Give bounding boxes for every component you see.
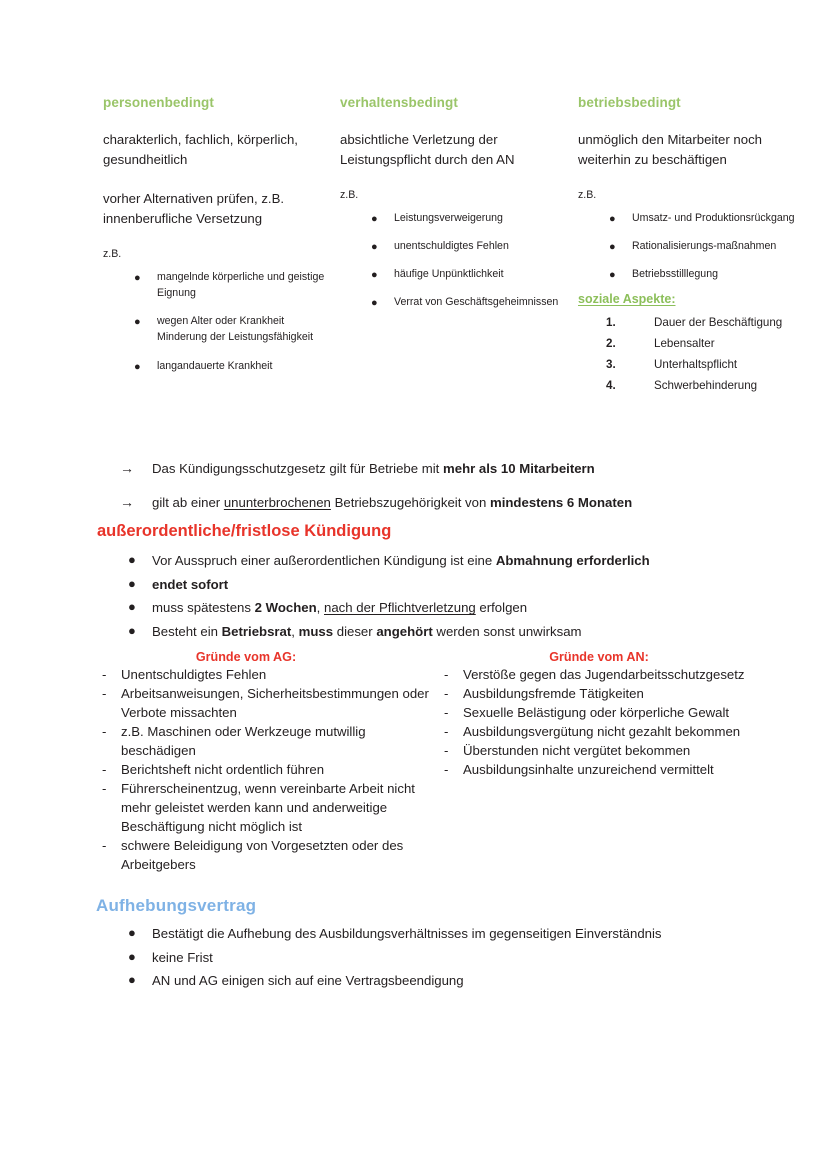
- list-item-label: Ausbildungsinhalte unzureichend vermittelt: [463, 762, 714, 777]
- list-item-number: 4.: [606, 379, 616, 393]
- list-item: [128, 972, 818, 991]
- list-item: [103, 358, 328, 374]
- dash-icon: -: [444, 686, 449, 701]
- list-item-label: Lebensalter: [654, 337, 715, 351]
- list-item: [103, 269, 328, 301]
- column-personenbedingt: [103, 95, 328, 386]
- example-label: z.B.: [578, 189, 597, 202]
- list-item-label: Überstunden nicht vergütet bekommen: [463, 743, 691, 758]
- example-label: z.B.: [103, 248, 122, 261]
- list-item: [578, 210, 803, 226]
- column-bullet-list: [578, 210, 803, 282]
- list-item-label: langandauerte Krankheit: [157, 359, 273, 372]
- list-item: [128, 576, 818, 595]
- dash-icon: -: [102, 686, 107, 701]
- list-item-bold: angehört: [376, 624, 433, 640]
- bullet-icon: ●: [371, 241, 378, 254]
- list-item-label: Sexuelle Belästigung oder körperliche Gewalt: [463, 705, 730, 720]
- list-item: [444, 703, 784, 722]
- dash-icon: -: [102, 838, 107, 853]
- gruende-ag-list: [102, 665, 432, 874]
- list-item-label: Führerscheinentzug, wenn vereinbarte Arbeit nicht mehr geleistet werden kann und anderweitige Beschäftigung nicht möglich ist: [121, 781, 415, 834]
- list-item: [128, 552, 818, 571]
- list-item-label: häufige Unpünktlichkeit: [394, 268, 504, 281]
- example-label: z.B.: [340, 189, 359, 202]
- column-paragraph: unmöglich den Mitarbeiter noch weiterhin zu beschäftigen: [578, 132, 762, 167]
- gruende-an-title: Gründe vom AN:: [549, 650, 649, 664]
- note-text-bold: mehr als 10 Mitarbeitern: [443, 461, 595, 476]
- list-item-label: Ausbildungsvergütung nicht gezahlt bekommen: [463, 724, 741, 739]
- list-item: [340, 266, 560, 282]
- list-item-bold: Abmahnung erforderlich: [495, 553, 650, 568]
- list-item-plain: ,: [316, 600, 324, 616]
- bullet-icon: ●: [128, 575, 136, 591]
- column-betriebsbedingt: [578, 95, 803, 398]
- gruende-column-ag: [102, 650, 432, 874]
- dash-icon: -: [444, 667, 449, 682]
- list-item: [128, 925, 818, 944]
- list-item: [444, 684, 784, 703]
- bullet-icon: ●: [371, 213, 378, 226]
- arrow-right-icon: →: [120, 494, 134, 511]
- list-item-plain: Vor Ausspruch einer außerordentlichen Kündigung ist eine: [152, 553, 496, 568]
- list-item-label: Schwerbehinderung: [654, 379, 758, 393]
- list-item-number: 1.: [606, 316, 616, 330]
- list-item-label: Leistungsverweigerung: [394, 212, 503, 225]
- dash-icon: -: [102, 781, 107, 796]
- bullet-icon: ●: [128, 972, 136, 988]
- list-item: [444, 722, 784, 741]
- dash-icon: -: [102, 667, 107, 682]
- list-item-label: Berichtsheft nicht ordentlich führen: [121, 762, 325, 777]
- list-item-label: Verrat von Geschäftsgeheimnissen: [394, 296, 559, 309]
- list-item-label: wegen Alter oder Krankheit Minderung der Leistungsfähigkeit: [157, 315, 314, 344]
- column-heading: verhaltensbedingt: [340, 95, 458, 110]
- aufhebungsvertrag-bullet-list: [128, 925, 818, 996]
- list-item: [102, 836, 432, 874]
- note-text-plain: Betriebszugehörigkeit von: [330, 495, 490, 511]
- list-item: [578, 238, 803, 254]
- list-item-number: 3.: [606, 358, 616, 372]
- list-item: [340, 294, 560, 310]
- column-bullet-list: [103, 269, 328, 373]
- dash-icon: -: [102, 762, 107, 777]
- arrow-notes: [120, 460, 810, 529]
- gruende-ag-title: Gründe vom AG:: [195, 650, 297, 664]
- list-item-label: z.B. Maschinen oder Werkzeuge mutwillig beschädigen: [121, 724, 366, 758]
- note-text-bold: mindestens 6 Monaten: [489, 495, 633, 511]
- bullet-icon: ●: [371, 297, 378, 310]
- bullet-icon: ●: [128, 552, 136, 567]
- list-item-label: Umsatz- und Produktionsrückgang: [632, 212, 795, 225]
- bullet-icon: ●: [128, 599, 136, 615]
- column-heading: betriebsbedingt: [578, 95, 681, 110]
- bullet-icon: ●: [134, 316, 141, 329]
- list-item: [444, 741, 784, 760]
- list-item-label: Unterhaltspflicht: [654, 358, 738, 372]
- bullet-icon: ●: [609, 241, 616, 254]
- list-item-label: Dauer der Beschäftigung: [654, 316, 783, 330]
- list-item-bold: muss: [298, 624, 334, 640]
- bullet-icon: ●: [134, 360, 141, 373]
- list-item-plain: ,: [291, 624, 299, 640]
- bullet-icon: ●: [128, 623, 136, 639]
- bullet-icon: ●: [128, 948, 136, 964]
- list-item: [578, 266, 803, 282]
- column-paragraph: vorher Alternativen prüfen, z.B. innenberufliche Versetzung: [103, 191, 285, 226]
- bullet-icon: ●: [128, 925, 136, 940]
- bullet-icon: ●: [609, 213, 616, 226]
- list-item: [340, 238, 560, 254]
- list-item-label: mangelnde körperliche und geistige Eignung: [157, 271, 325, 300]
- list-item-label: AN und AG einigen sich auf eine Vertragsbeendigung: [152, 973, 464, 989]
- column-bullet-list: [340, 210, 560, 310]
- list-item-label: Betriebsstilllegung: [632, 268, 718, 281]
- list-item-bold: Betriebsrat: [221, 624, 292, 640]
- list-item-label: Bestätigt die Aufhebung des Ausbildungsverhältnisses im gegenseitigen Einverständnis: [152, 926, 662, 941]
- gruende-column-an: [444, 650, 784, 779]
- social-aspects-heading: soziale Aspekte:: [578, 292, 676, 307]
- arrow-right-icon: →: [120, 460, 134, 476]
- ausserordentliche-bullet-list: [128, 552, 818, 647]
- list-item: [444, 760, 784, 779]
- bullet-icon: ●: [134, 272, 141, 285]
- list-item: [578, 335, 803, 353]
- list-item: [128, 623, 818, 642]
- list-item: [102, 684, 432, 722]
- dash-icon: -: [444, 705, 449, 720]
- list-item-bold: 2 Wochen: [254, 600, 317, 616]
- social-aspects-list: [578, 314, 803, 395]
- dash-icon: -: [444, 743, 449, 758]
- list-item: [102, 665, 432, 684]
- list-item: [578, 314, 803, 332]
- gruende-an-list: [444, 665, 784, 779]
- note-text-plain: gilt ab einer: [152, 495, 224, 511]
- list-item-label: schwere Beleidigung von Vorgesetzten oder des Arbeitgebers: [121, 838, 404, 872]
- column-paragraph: absichtliche Verletzung der Leistungspflicht durch den AN: [340, 132, 515, 167]
- dash-icon: -: [444, 762, 449, 777]
- list-item: [128, 949, 818, 968]
- list-item-label: Rationalisierungs-maßnahmen: [632, 240, 777, 253]
- list-item-plain: Besteht ein: [152, 624, 222, 640]
- list-item: [578, 356, 803, 374]
- list-item: [444, 665, 784, 684]
- list-item-plain: werden sonst unwirksam: [432, 624, 582, 640]
- list-item: [128, 599, 818, 618]
- bullet-icon: ●: [371, 269, 378, 282]
- arrow-note: [120, 460, 810, 478]
- list-item: [340, 210, 560, 226]
- section-heading-aufhebungsvertrag: Aufhebungsvertrag: [96, 896, 257, 915]
- list-item-label: keine Frist: [152, 949, 213, 965]
- list-item: [103, 313, 328, 345]
- dash-icon: -: [444, 724, 449, 739]
- list-item: [102, 760, 432, 779]
- list-item-bold: endet sofort: [152, 576, 229, 592]
- list-item-label: unentschuldigtes Fehlen: [394, 240, 509, 253]
- section-heading-ausserordentliche-kuendigung: außerordentliche/fristlose Kündigung: [97, 522, 392, 540]
- dash-icon: -: [102, 724, 107, 739]
- note-text-plain: Das Kündigungsschutzgesetz gilt für Betriebe mit: [152, 461, 444, 476]
- list-item-plain: muss spätestens: [152, 600, 255, 616]
- bullet-icon: ●: [609, 269, 616, 282]
- column-paragraph: charakterlich, fachlich, körperlich, gesundheitlich: [103, 132, 298, 167]
- arrow-note: [120, 494, 810, 512]
- list-item: [102, 779, 432, 836]
- list-item-label: Ausbildungsfremde Tätigkeiten: [463, 686, 644, 701]
- list-item-number: 2.: [606, 337, 616, 351]
- list-item-label: Unentschuldigtes Fehlen: [121, 667, 267, 682]
- list-item-underline: nach der Pflichtverletzung: [324, 600, 476, 616]
- note-text-underline: ununterbrochenen: [223, 495, 331, 511]
- column-verhaltensbedingt: [340, 95, 560, 322]
- list-item-label: Arbeitsanweisungen, Sicherheitsbestimmungen oder Verbote missachten: [121, 686, 429, 720]
- list-item-plain: dieser: [333, 624, 377, 640]
- list-item-label: Verstöße gegen das Jugendarbeitsschutzgesetz: [463, 667, 745, 682]
- list-item: [578, 377, 803, 395]
- list-item: [102, 722, 432, 760]
- column-heading: personenbedingt: [103, 95, 215, 110]
- list-item-plain: erfolgen: [475, 600, 528, 616]
